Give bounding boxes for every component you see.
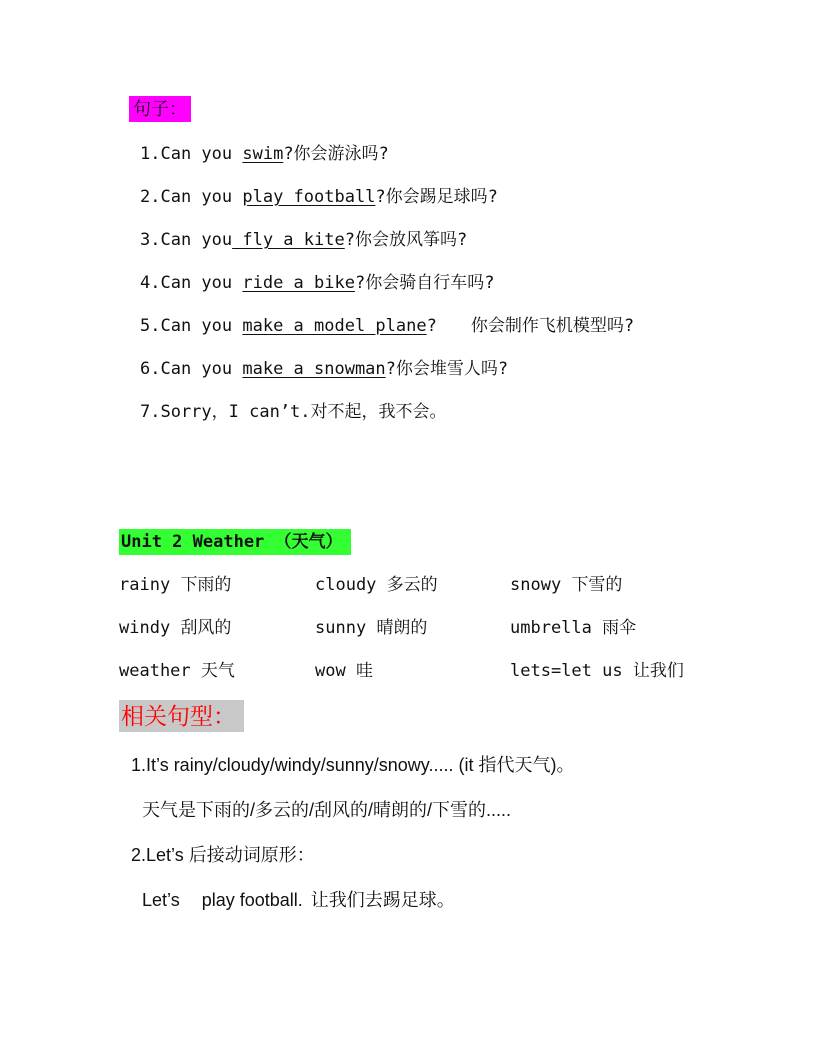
- sentence-translation: ?你会踢足球吗?: [375, 187, 498, 207]
- pattern-line-2: 2.Let’s 后接动词原形：: [131, 845, 315, 865]
- sentence-prefix: 6.Can you: [140, 359, 243, 379]
- vocab-zh: 刮风的: [180, 618, 232, 637]
- example-phrase: play football.: [201, 890, 303, 910]
- sentence-7: [140, 401, 447, 423]
- vocab-en: windy: [119, 618, 171, 638]
- sentence-phrase: fly a kite: [232, 230, 345, 250]
- vocab-zh: 多云的: [386, 575, 438, 594]
- vocab-item: [510, 660, 684, 682]
- pattern-line-1-translation: 天气是下雨的/多云的/刮风的/晴朗的/下雪的.....: [142, 800, 512, 820]
- sentence-text: 7.Sorry，I can’t.对不起，我不会。: [140, 402, 447, 422]
- example-translation: 让我们去踢足球。: [310, 890, 455, 910]
- patterns-heading: 相关句型：: [119, 700, 244, 732]
- sentence-translation: ?你会骑自行车吗?: [354, 273, 495, 293]
- vocab-item: [510, 617, 636, 639]
- pattern-line-1: 1.It’s rainy/cloudy/windy/sunny/snowy..... (it 指代天气)。: [131, 755, 575, 775]
- vocab-en: rainy: [119, 575, 171, 595]
- sentence-2: [140, 186, 498, 208]
- vocab-zh: 哇: [355, 661, 373, 680]
- example-lets: Let’s: [142, 890, 180, 910]
- vocab-item: [119, 574, 231, 596]
- vocab-zh: 晴朗的: [376, 618, 428, 637]
- sentence-phrase: make a snowman: [242, 359, 386, 379]
- vocab-item: [510, 574, 622, 596]
- sentence-prefix: 3.Can you: [140, 230, 233, 250]
- sentence-phrase: make a model plane: [242, 316, 427, 336]
- sentence-translation: ?你会堆雪人吗?: [385, 359, 509, 379]
- sentence-prefix: 5.Can you: [140, 316, 243, 336]
- vocab-item: [119, 660, 235, 682]
- sentence-prefix: 4.Can you: [140, 273, 243, 293]
- vocab-zh: 下雪的: [571, 575, 623, 594]
- sentences-heading: 句子：: [129, 96, 191, 122]
- sentence-phrase: ride a bike: [242, 273, 355, 293]
- vocab-item: [315, 660, 373, 682]
- vocab-en: wow: [315, 661, 346, 681]
- vocab-item: [315, 574, 438, 596]
- sentence-4: [140, 272, 494, 294]
- vocab-en: umbrella: [510, 618, 592, 638]
- vocab-en: cloudy: [315, 575, 377, 595]
- sentence-prefix: 2.Can you: [140, 187, 243, 207]
- vocab-zh: 让我们: [632, 661, 684, 680]
- vocab-item: [315, 617, 427, 639]
- sentence-3: [140, 229, 467, 251]
- unit2-title: Unit 2 Weather （天气）: [119, 529, 351, 555]
- sentence-1: [140, 143, 389, 165]
- sentence-prefix: 1.Can you: [140, 144, 243, 164]
- sentence-translation: 你会制作飞机模型吗?: [470, 316, 635, 336]
- sentence-punct: ?: [426, 316, 437, 336]
- pattern-example: [142, 888, 455, 912]
- sentence-translation: ?你会游泳吗?: [283, 144, 389, 164]
- sentence-6: [140, 358, 508, 380]
- sentence-translation: ?你会放风筝吗?: [344, 230, 468, 250]
- sentence-phrase: swim: [242, 144, 284, 164]
- sentence-5: [140, 315, 634, 337]
- sentence-phrase: play football: [242, 187, 376, 207]
- vocab-zh: 雨伞: [602, 618, 637, 637]
- vocab-zh: 天气: [200, 661, 235, 680]
- vocab-en: sunny: [315, 618, 367, 638]
- vocab-zh: 下雨的: [180, 575, 232, 594]
- vocab-en: weather: [119, 661, 191, 681]
- vocab-item: [119, 617, 231, 639]
- vocab-en: snowy: [510, 575, 562, 595]
- vocab-en: lets=let us: [510, 661, 623, 681]
